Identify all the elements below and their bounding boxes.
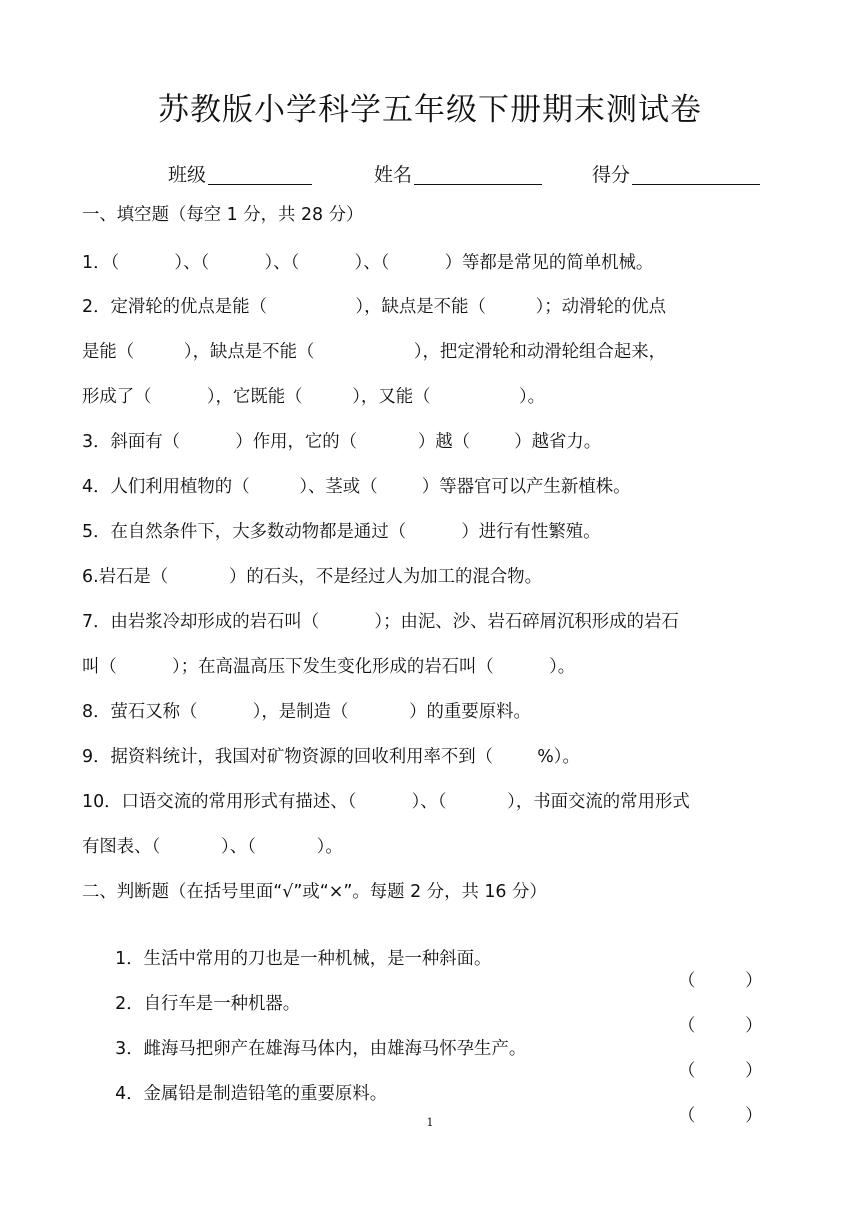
fill-line: 8．萤石又称（ ），是制造（ ）的重要原料。 [82,702,531,722]
fill-line: 7．由岩浆冷却形成的岩石叫（ ）；由泥、沙、岩石碎屑沉积形成的岩石 [82,612,679,632]
fill-line: 9．据资料统计，我国对矿物资源的回收利用率不到（ %）。 [82,747,580,767]
fill-line: 1．（ ）、（ ）、（ ）、（ ）等都是常见的简单机械。 [82,253,654,273]
section-heading-judge: 二、判断题（在括号里面“√”或“×”。每题 2 分，共 16 分） [82,882,547,902]
class-field [168,160,312,187]
judge-question: 2．自行车是一种机器。 [115,994,301,1014]
fill-line: 10．口语交流的常用形式有描述、（ ）、（ ），书面交流的常用形式 [82,792,690,812]
judge-question: 3．雌海马把卵产在雄海马体内，由雄海马怀孕生产。 [115,1039,527,1059]
judge-item [82,971,763,1036]
judge-item [82,926,763,991]
section-heading-fill: 一、填空题（每空 1 分，共 28 分） [82,205,364,225]
page-number: 1 [426,1116,434,1129]
fill-line: 形成了（ ），它既能（ ），又能（ ）。 [82,387,546,407]
name-field [374,160,542,187]
answer-bracket[interactable]: （ ） [678,1106,763,1126]
judge-question: 1．生活中常用的刀也是一种机械，是一种斜面。 [115,949,492,969]
fill-line: 有图表、（ ）、（ ）。 [82,837,343,857]
score-field [592,160,760,187]
score-blank[interactable] [632,164,760,185]
score-label: 得分 [592,164,631,186]
answer-bracket[interactable]: （ ） [678,1016,763,1036]
fill-line: 4．人们利用植物的（ ）、茎或（ ）等器官可以产生新植株。 [82,477,631,497]
fill-line: 2．定滑轮的优点是能（ ），缺点是不能（ ）；动滑轮的优点 [82,297,667,317]
judge-item [82,1016,763,1081]
name-blank[interactable] [414,164,542,185]
fill-line: 6.岩石是（ ）的石头，不是经过人为加工的混合物。 [82,567,542,587]
judge-question: 4．金属铅是制造铅笔的重要原料。 [115,1084,388,1104]
class-label: 班级 [168,164,207,186]
answer-bracket[interactable]: （ ） [678,971,763,991]
exam-title: 苏教版小学科学五年级下册期末测试卷 [158,92,702,128]
fill-line: 3．斜面有（ ）作用，它的（ ）越（ ）越省力。 [82,432,602,452]
answer-bracket[interactable]: （ ） [678,1061,763,1081]
fill-line: 5．在自然条件下，大多数动物都是通过（ ）进行有性繁殖。 [82,522,601,542]
judge-item [82,1061,763,1126]
fill-line: 是能（ ），缺点是不能（ ），把定滑轮和动滑轮组合起来， [82,342,667,362]
class-blank[interactable] [208,164,312,185]
fill-line: 叫（ ）；在高温高压下发生变化形成的岩石叫（ ）。 [82,657,576,677]
name-label: 姓名 [374,164,413,186]
